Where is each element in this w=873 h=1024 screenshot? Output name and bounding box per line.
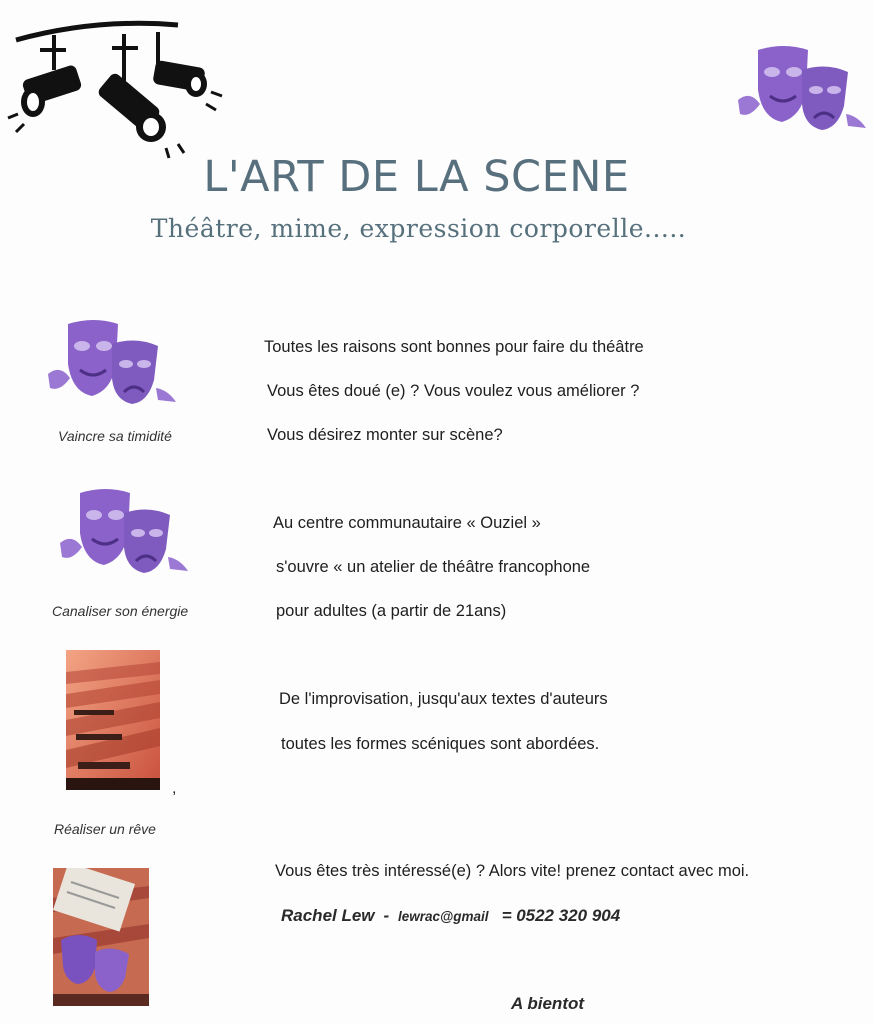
paragraph-line: toutes les formes scéniques sont abordées.: [281, 735, 600, 753]
section-caption: Canaliser son énergie: [52, 603, 189, 619]
paragraph-line: Au centre communautaire « Ouziel »: [273, 514, 541, 532]
page-subtitle: Théâtre, mime, expression corporelle.....: [150, 214, 687, 243]
paragraph-line: Toutes les raisons sont bonnes pour faire du théâtre: [264, 338, 644, 356]
theatre-masks-icon: [56, 487, 190, 575]
paragraph-line: De l'improvisation, jusqu'aux textes d'auteurs: [279, 690, 608, 708]
stage-spotlights-icon: [6, 10, 226, 160]
theatre-collage-photo: [53, 868, 149, 1006]
contact-name: Rachel Lew: [281, 906, 375, 925]
paragraph-line: Vous désirez monter sur scène?: [267, 426, 503, 444]
paragraph-line: s'ouvre « un atelier de théâtre francophone: [276, 558, 591, 576]
page-title: L'ART DE LA SCENE: [203, 152, 630, 202]
contact-email[interactable]: lewrac@gmail: [398, 909, 489, 924]
contact-phone[interactable]: 0522 320 904: [516, 906, 621, 925]
contact-line: [281, 906, 620, 926]
paragraph-line: pour adultes (a partir de 21ans): [276, 602, 507, 620]
section-caption: Réaliser un rêve: [54, 821, 156, 837]
separator: =: [501, 906, 512, 925]
closing-text: A bientot: [511, 994, 585, 1013]
contact-intro: Vous êtes très intéressé(e) ? Alors vite! prenez contact avec moi.: [275, 862, 750, 880]
section-caption: Vaincre sa timidité: [58, 428, 172, 444]
stray-mark: ,: [172, 780, 177, 797]
theatre-masks-icon: [734, 44, 868, 132]
theatre-masks-icon: [44, 318, 178, 406]
separator: -: [383, 906, 390, 925]
theatre-seats-photo: [66, 650, 160, 790]
paragraph-line: Vous êtes doué (e) ? Vous voulez vous améliorer ?: [267, 382, 640, 400]
